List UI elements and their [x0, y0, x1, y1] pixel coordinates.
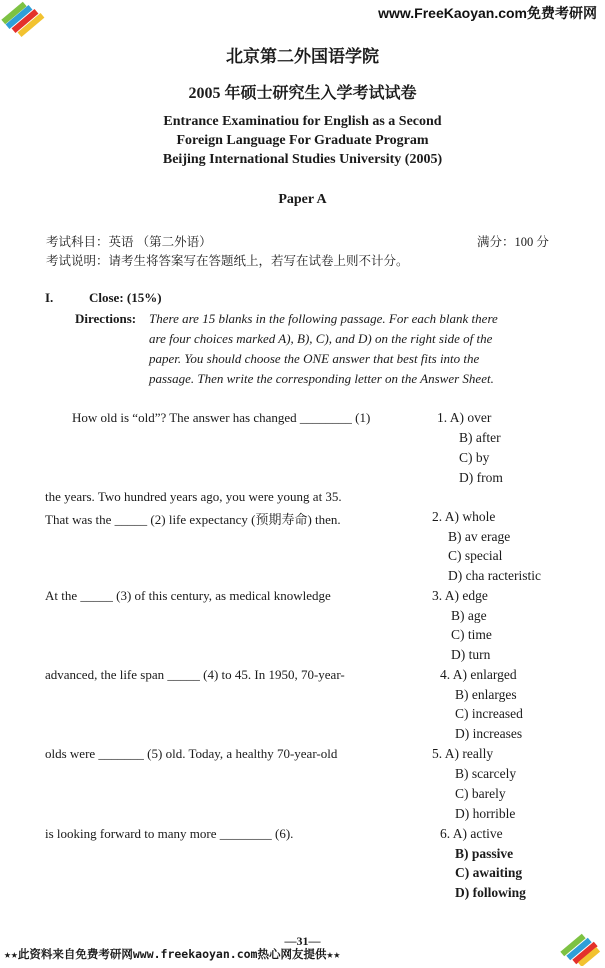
question-3-option-b: B) age — [451, 608, 487, 623]
passage-line: is looking forward to many more ________ (6). — [45, 826, 294, 841]
directions-label: Directions: — [75, 311, 137, 326]
passage-line: That was the _____ (2) life expectancy (预期寿命) then. — [45, 512, 341, 527]
question-1-option-a: 1. A) over — [437, 410, 492, 425]
question-4-option-b: B) enlarges — [455, 687, 517, 702]
passage-line: advanced, the life span _____ (4) to 45. In 1950, 70-year- — [45, 667, 345, 682]
question-4-option-c: C) increased — [455, 706, 523, 721]
english-title-line-3: Beijing International Studies University (2005) — [162, 152, 443, 167]
directions-line: paper. You should choose the ONE answer that best fits into the — [149, 351, 480, 366]
full-score: 满分：100 分 — [477, 235, 549, 249]
question-6-option-a: 6. A) active — [440, 826, 503, 841]
question-4-option-a: 4. A) enlarged — [440, 667, 517, 682]
exam-subject: 考试科目：英语 （第二外语） — [46, 235, 212, 249]
question-6-option-c: C) awaiting — [455, 865, 523, 880]
exam-instructions: 考试说明：请考生将答案写在答题纸上，若写在试卷上则不计分。 — [46, 254, 409, 268]
question-5-option-a: 5. A) really — [432, 746, 494, 761]
exam-title: 2005 年硕士研究生入学考试试卷 — [188, 85, 417, 102]
page-number: —31— — [284, 934, 321, 948]
english-title-line-2: Foreign Language For Graduate Program — [176, 133, 429, 148]
question-3-option-d: D) turn — [451, 647, 491, 662]
paper-label: Paper A — [278, 192, 327, 207]
section-title: Close: (15%) — [89, 290, 162, 305]
question-2-option-b: B) av erage — [448, 529, 511, 544]
question-2-option-a: 2. A) whole — [432, 509, 496, 524]
logo-stripes-icon — [0, 0, 48, 40]
footer-credit: ★★此资料来自免费考研网www.freekaoyan.com热心网友提供★★ — [4, 947, 341, 961]
passage-line: How old is “old”? The answer has changed ________ (1) — [72, 410, 371, 425]
question-2-option-d: D) cha racteristic — [448, 568, 541, 583]
question-1-option-c: C) by — [459, 450, 490, 465]
question-6-option-b: B) passive — [455, 846, 514, 861]
question-1-option-d: D) from — [459, 470, 503, 485]
question-6-option-d: D) following — [455, 885, 526, 900]
directions-line: passage. Then write the corresponding letter on the Answer Sheet. — [149, 371, 494, 386]
section-number: I. — [45, 290, 54, 305]
passage-line: the years. Two hundred years ago, you were young at 35. — [45, 489, 342, 504]
site-link[interactable]: www.FreeKaoyan.com免费考研网 — [378, 5, 597, 21]
question-5-option-c: C) barely — [455, 786, 506, 801]
university-name: 北京第二外国语学院 — [226, 47, 379, 66]
logo-stripes-icon — [557, 928, 603, 966]
question-3-option-c: C) time — [451, 627, 492, 642]
question-5-option-d: D) horrible — [455, 806, 516, 821]
passage-line: At the _____ (3) of this century, as medical knowledge — [45, 588, 331, 603]
question-2-option-c: C) special — [448, 548, 503, 563]
question-5-option-b: B) scarcely — [455, 766, 517, 781]
question-1-option-b: B) after — [459, 430, 501, 445]
directions-line: are four choices marked A), B), C), and D) on the right side of the — [149, 331, 493, 346]
question-3-option-a: 3. A) edge — [432, 588, 488, 603]
question-4-option-d: D) increases — [455, 726, 523, 741]
directions-line: There are 15 blanks in the following passage. For each blank there — [149, 311, 498, 326]
passage-line: olds were _______ (5) old. Today, a healthy 70-year-old — [45, 746, 338, 761]
english-title-line-1: Entrance Examinatiou for English as a Second — [163, 114, 442, 129]
